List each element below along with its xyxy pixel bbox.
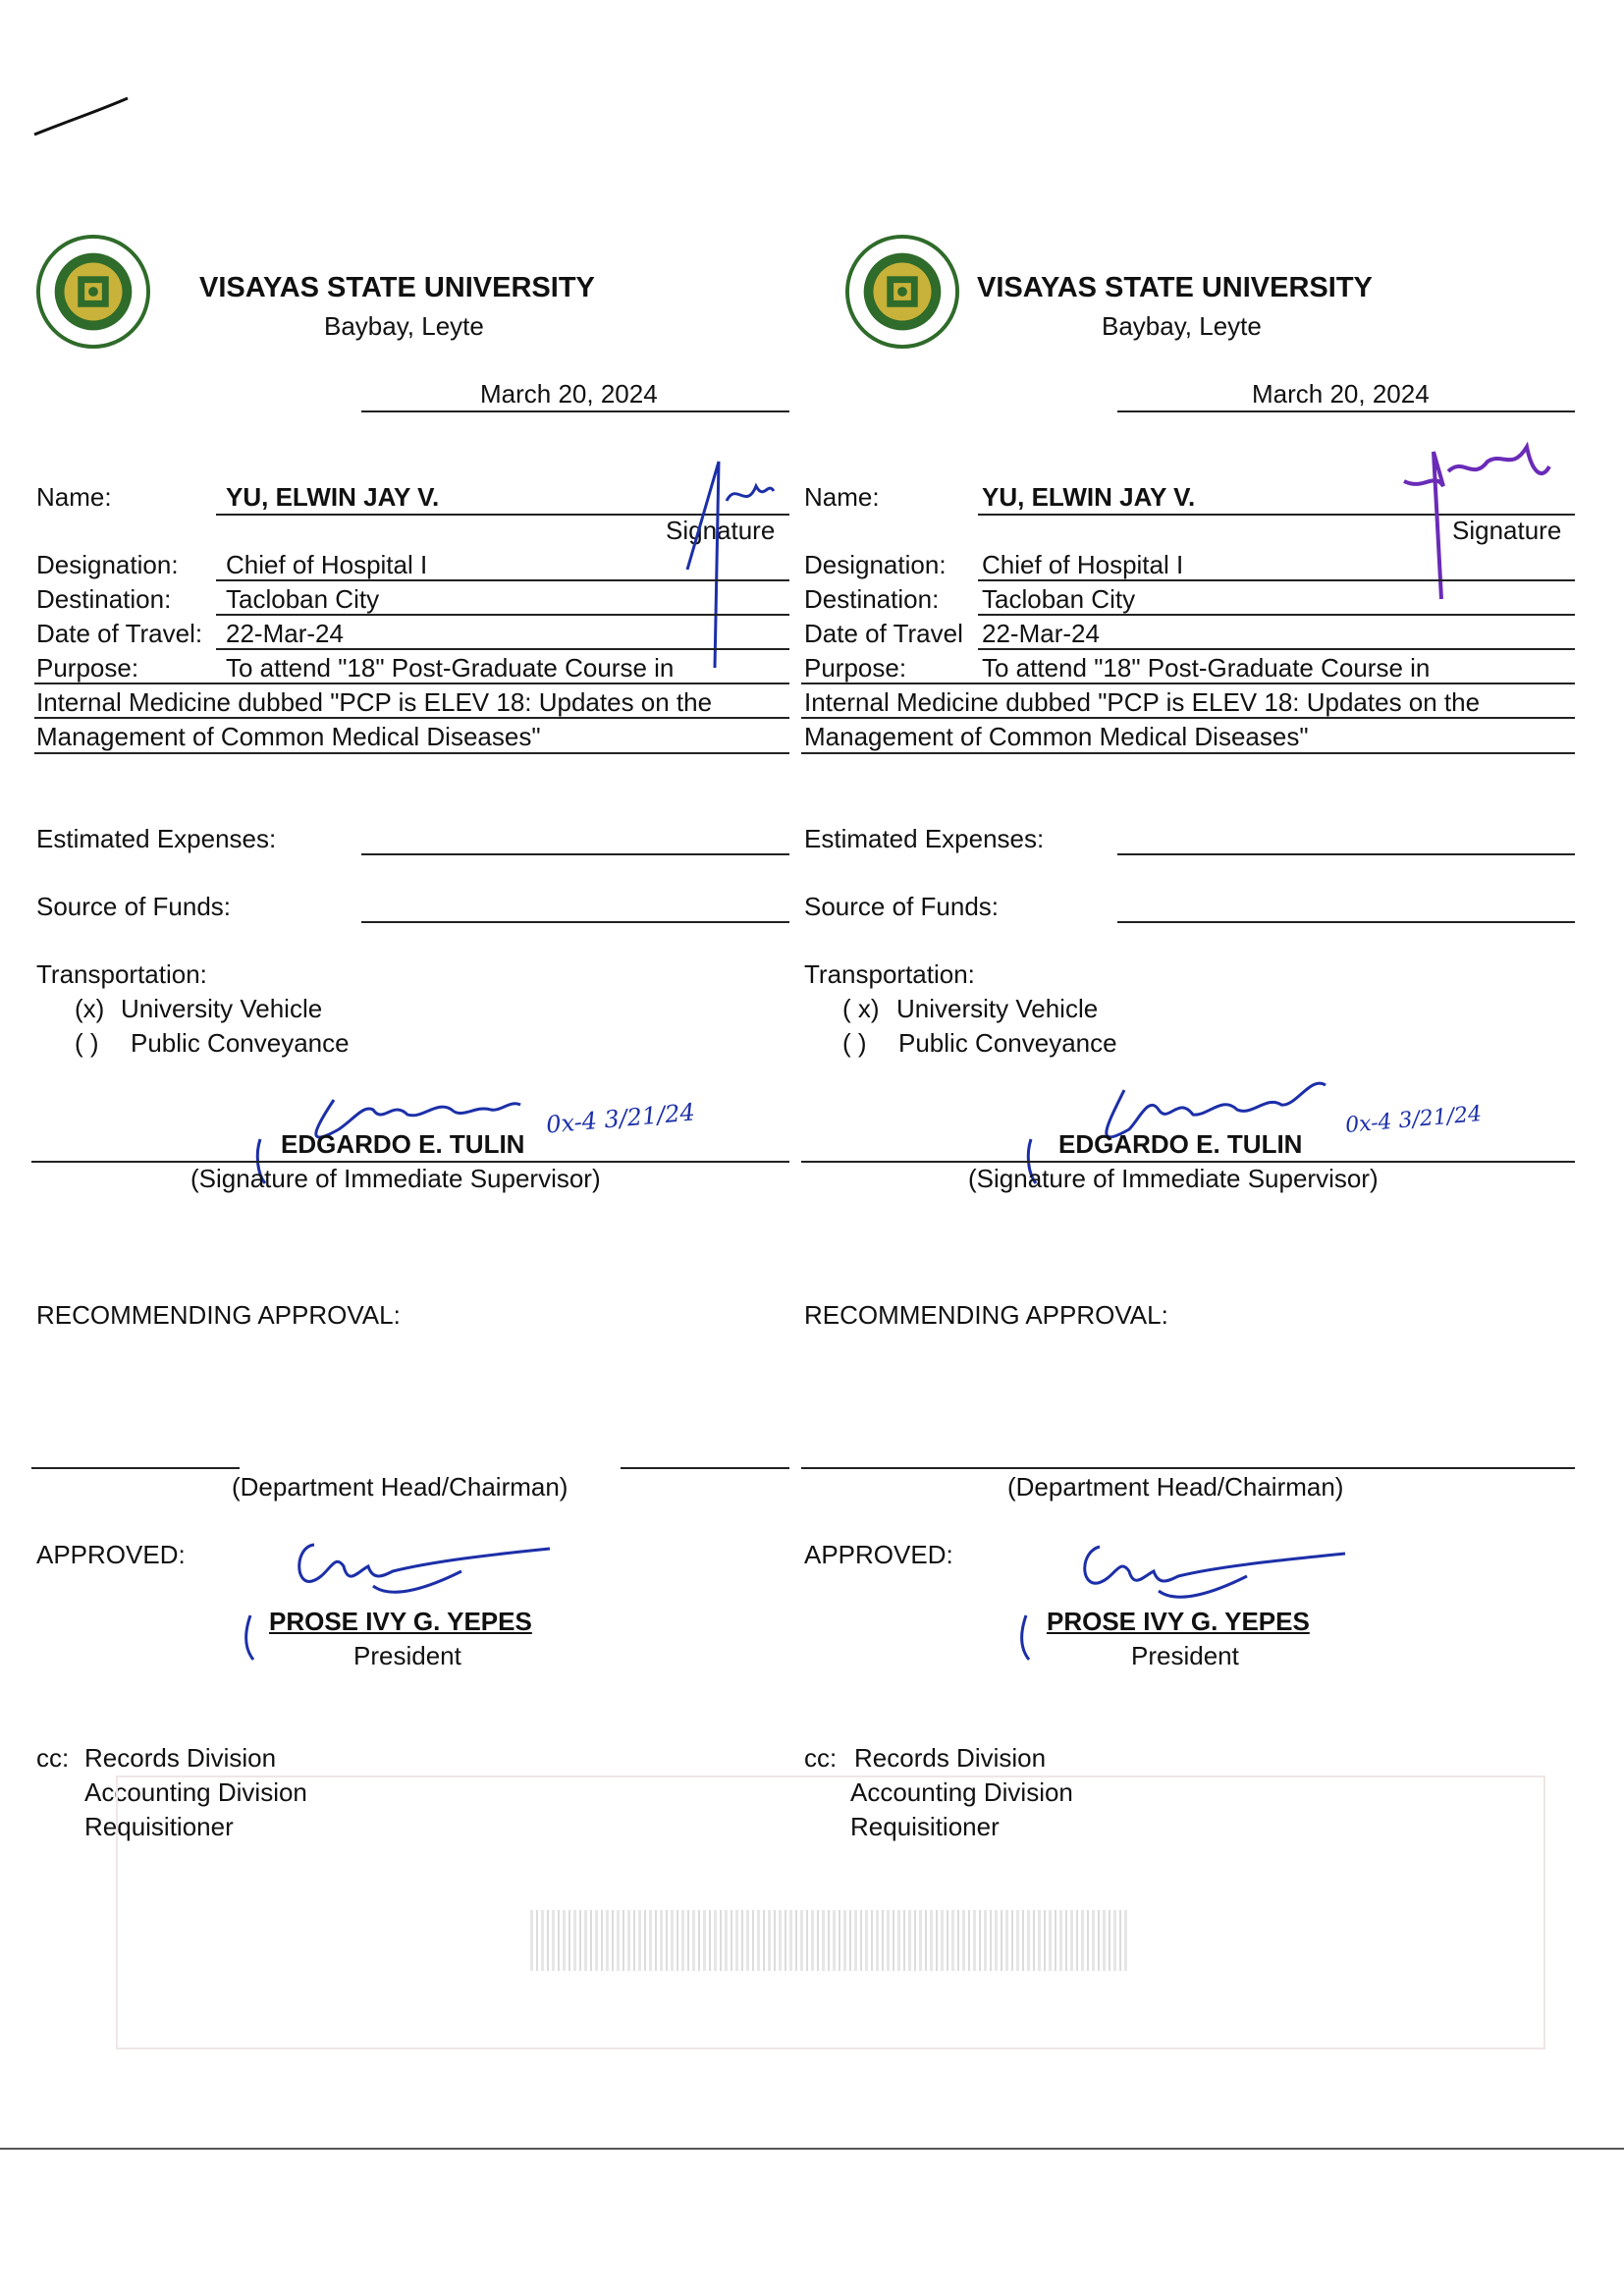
transport-mark-public: ( ) <box>842 1028 867 1058</box>
destination-label: Destination: <box>804 584 940 614</box>
designation-underline <box>978 579 1575 581</box>
president-name: PROSE IVY G. YEPES <box>1047 1607 1310 1636</box>
name-value: YU, ELWIN JAY V. <box>982 482 1196 512</box>
transport-mark-university: (x) <box>75 994 105 1023</box>
university-name: VISAYAS STATE UNIVERSITY <box>199 272 595 303</box>
destination-value: Tacloban City <box>226 584 380 614</box>
transport-public-conveyance: Public Conveyance <box>131 1028 350 1058</box>
cc-item: Accounting Division <box>84 1777 307 1807</box>
dept-head-caption: (Department Head/Chairman) <box>232 1472 568 1502</box>
date-of-travel-label: Date of Travel: <box>36 619 203 648</box>
destination-value: Tacloban City <box>982 584 1136 614</box>
designation-label: Designation: <box>36 550 179 579</box>
university-location: Baybay, Leyte <box>324 311 484 341</box>
supervisor-handwritten-note: 0x-4 3/21/24 <box>545 1098 696 1139</box>
approved-label: APPROVED: <box>36 1540 186 1569</box>
recommending-approval-label: RECOMMENDING APPROVAL: <box>36 1300 401 1330</box>
signature-label: Signature <box>1452 516 1562 545</box>
form-date: March 20, 2024 <box>480 379 658 409</box>
recommending-approval-label: RECOMMENDING APPROVAL: <box>804 1300 1168 1330</box>
university-name: VISAYAS STATE UNIVERSITY <box>977 272 1373 303</box>
designation-label: Designation: <box>804 550 947 579</box>
dept-head-caption: (Department Head/Chairman) <box>1007 1472 1344 1502</box>
purpose-value: To attend "18" Post-Graduate Course in <box>226 653 675 683</box>
approved-label: APPROVED: <box>804 1540 953 1569</box>
purpose-line-3: Management of Common Medical Diseases" <box>36 722 541 751</box>
name-value: YU, ELWIN JAY V. <box>226 482 440 512</box>
estimated-expenses-underline <box>1117 853 1575 855</box>
form-date: March 20, 2024 <box>1252 379 1430 409</box>
transportation-label: Transportation: <box>804 959 975 989</box>
supervisor-caption: (Signature of Immediate Supervisor) <box>190 1164 601 1193</box>
cc-item: Records Division <box>854 1743 1047 1773</box>
supervisor-name: EDGARDO E. TULIN <box>281 1129 525 1159</box>
cc-label: cc: <box>36 1743 70 1773</box>
purpose-line-2-underline <box>801 717 1575 719</box>
name-label: Name: <box>36 482 112 512</box>
transport-university-vehicle: University Vehicle <box>896 994 1099 1023</box>
source-of-funds-label: Source of Funds: <box>804 892 999 921</box>
source-of-funds-label: Source of Funds: <box>36 892 231 921</box>
purpose-value: To attend "18" Post-Graduate Course in <box>982 653 1431 683</box>
president-title: President <box>353 1641 461 1670</box>
transport-public-conveyance: Public Conveyance <box>898 1028 1117 1058</box>
university-location: Baybay, Leyte <box>1102 311 1262 341</box>
purpose-underline <box>801 683 1575 684</box>
destination-underline <box>978 614 1575 616</box>
supervisor-caption: (Signature of Immediate Supervisor) <box>968 1164 1379 1193</box>
university-seal-logo <box>844 234 960 350</box>
president-name: PROSE IVY G. YEPES <box>269 1607 532 1636</box>
date-of-travel-label: Date of Travel <box>804 619 963 648</box>
cc-item: Records Division <box>84 1743 277 1773</box>
dept-head-underline <box>801 1467 1575 1469</box>
bottom-rule <box>0 2148 1624 2150</box>
supervisor-name: EDGARDO E. TULIN <box>1058 1129 1303 1159</box>
transport-mark-public: ( ) <box>75 1028 99 1058</box>
cc-item: Requisitioner <box>84 1812 234 1841</box>
designation-value: Chief of Hospital I <box>226 550 428 579</box>
cc-item: Accounting Division <box>850 1777 1073 1807</box>
transport-university-vehicle: University Vehicle <box>121 994 323 1023</box>
purpose-label: Purpose: <box>804 653 907 683</box>
estimated-expenses-label: Estimated Expenses: <box>36 824 277 853</box>
signature-label: Signature <box>666 516 776 545</box>
purpose-line-2: Internal Medicine dubbed "PCP is ELEV 18: Updates on the <box>36 687 713 717</box>
president-title: President <box>1131 1641 1239 1670</box>
source-of-funds-underline <box>1117 921 1575 923</box>
cc-item: Requisitioner <box>850 1812 1000 1841</box>
date-of-travel-value: 22-Mar-24 <box>982 619 1100 648</box>
purpose-line-2: Internal Medicine dubbed "PCP is ELEV 18: Updates on the <box>804 687 1481 717</box>
estimated-expenses-label: Estimated Expenses: <box>804 824 1045 853</box>
purpose-label: Purpose: <box>36 653 139 683</box>
transportation-label: Transportation: <box>36 959 207 989</box>
purpose-line-3: Management of Common Medical Diseases" <box>804 722 1309 751</box>
destination-label: Destination: <box>36 584 172 614</box>
transport-mark-university: ( x) <box>842 994 880 1023</box>
show-through-barcode <box>530 1910 1129 1971</box>
supervisor-handwritten-note: 0x-4 3/21/24 <box>1344 1101 1484 1139</box>
designation-value: Chief of Hospital I <box>982 550 1184 579</box>
date-of-travel-value: 22-Mar-24 <box>226 619 344 648</box>
date-of-travel-underline <box>978 648 1575 650</box>
name-label: Name: <box>804 482 880 512</box>
supervisor-underline <box>801 1161 1575 1163</box>
cc-label: cc: <box>804 1743 838 1773</box>
purpose-line-3-underline <box>801 752 1575 754</box>
